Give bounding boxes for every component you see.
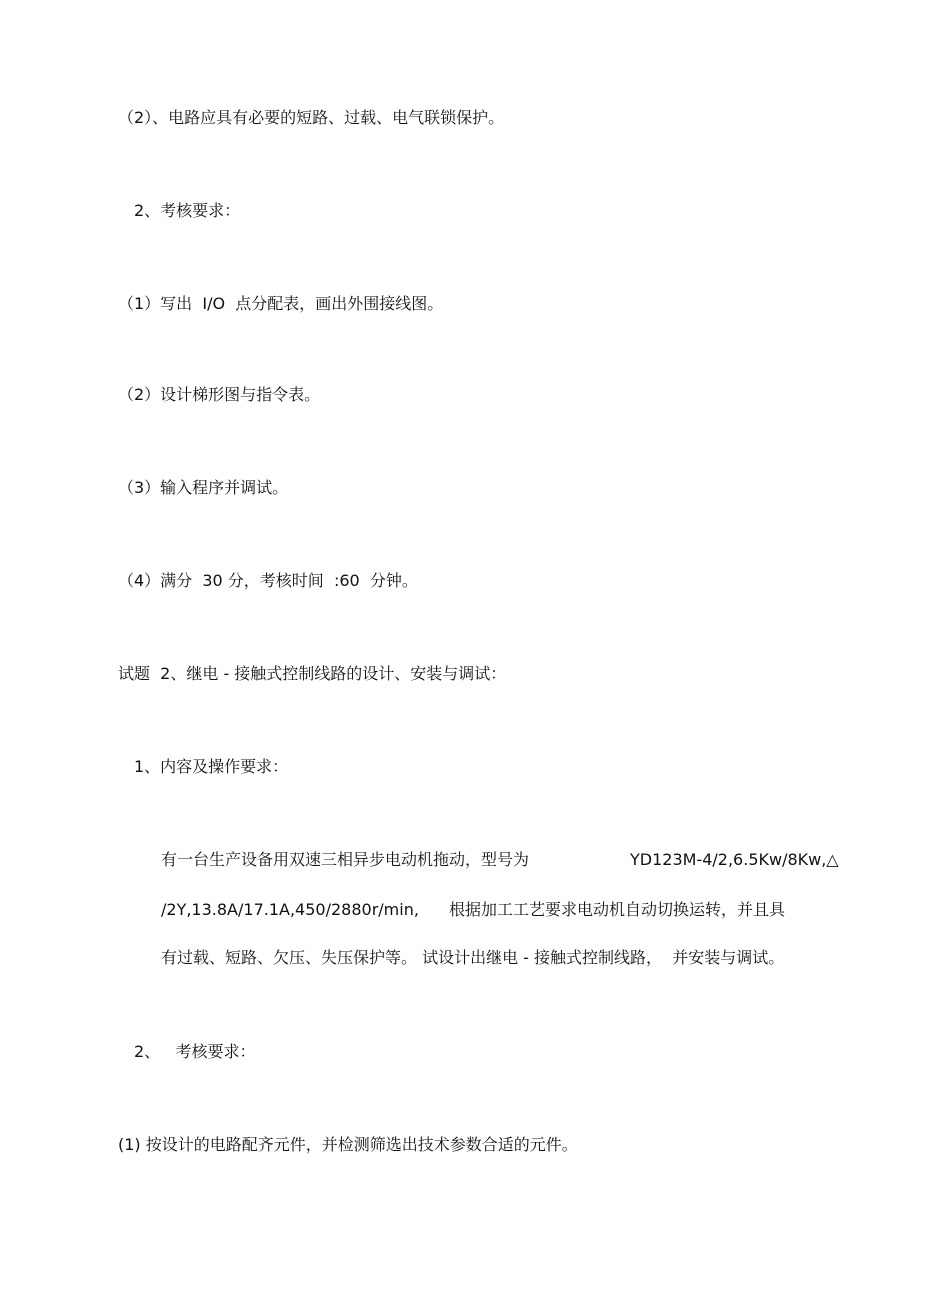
paragraph-line-1-right: YD123M-4/2,6.5Kw/8Kw,△: [630, 850, 839, 869]
text-line: （2）、电路应具有必要的短路、过载、电气联锁保护。: [118, 108, 505, 127]
list-item: （1）写出 I/O 点分配表，画出外围接线图。: [118, 294, 444, 313]
section-heading: 2、 考核要求：: [134, 1042, 256, 1061]
paragraph-line-3: 有过载、短路、欠压、失压保护等。 试设计出继电 - 接触式控制线路， 并安装与调试。: [161, 948, 785, 967]
list-item: (1) 按设计的电路配齐元件，并检测筛选出技术参数合适的元件。: [118, 1135, 578, 1154]
list-item: （4）满分 30 分，考核时间 :60 分钟。: [118, 571, 418, 590]
paragraph-line-1-left: 有一台生产设备用双速三相异步电动机拖动，型号为: [161, 850, 530, 869]
paragraph-line-2-left: /2Y,13.8A/17.1A,450/2880r/min,: [161, 900, 419, 919]
exam-question-title: 试题 2、继电 - 接触式控制线路的设计、安装与调试：: [118, 664, 507, 683]
paragraph-line-2-right: 根据加工工艺要求电动机自动切换运转，并且具: [449, 900, 786, 919]
section-heading: 1、内容及操作要求：: [134, 757, 289, 776]
list-item: （3）输入程序并调试。: [118, 478, 289, 497]
section-heading: 2、考核要求：: [134, 201, 241, 220]
list-item: （2）设计梯形图与指令表。: [118, 385, 321, 404]
